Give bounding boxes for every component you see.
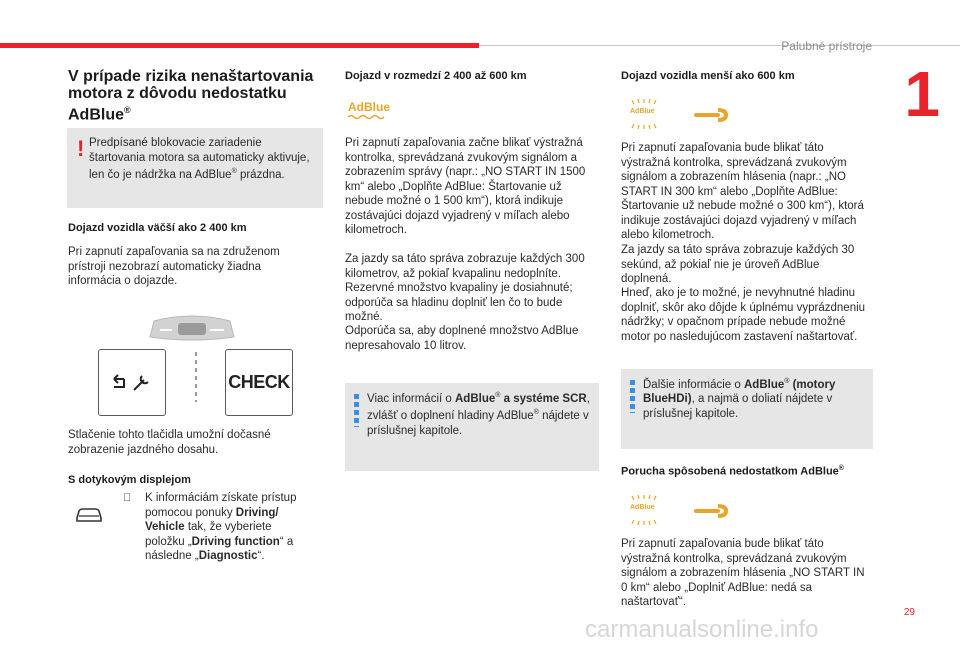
section-text-over-2400: Pri zapnutí zapaľovania sa na združenom prístroji nezobrazí automaticky žiadna informácia o dojazde. bbox=[68, 246, 280, 287]
fault-section-title: Porucha spôsobená nedostatkom AdBlue® bbox=[621, 465, 844, 478]
instrument-cluster-illustration bbox=[148, 313, 236, 345]
warning-text: Predpísané blokovacie zariadenie štartovania motora sa automaticky aktivuje, len čo je nádržka na AdBlue® prázdna. bbox=[89, 137, 310, 181]
fault-text: Pri zapnutí zapaľovania bude blikať táto výstražná kontrolka, sprevádzaná zvukovým signálom a zobrazením hlásenia „NO START IN 0 km“ alebo „Doplniť AdBlue: nedá sa naštartovať“. bbox=[621, 538, 865, 608]
col2-paragraph-3: Odporúča sa, aby doplnené množstvo AdBlue nepresahovalo 10 litrov. bbox=[345, 325, 579, 352]
col2-paragraph-2: Za jazdy sa táto správa zobrazuje každých 300 kilometrov, až pokiaľ kvapalinu nedoplníte. Rezervné množstvo kvapaliny je dosiahnuté; odporúča sa hladinu doplniť len čo to bude možné. bbox=[345, 253, 585, 323]
trip-computer-button[interactable] bbox=[98, 349, 166, 416]
touchscreen-text: K informáciám získate prístup pomocou ponuky Driving/ Vehicle tak, že vyberiete položku „Driving function“ a následne „Diagnostic“. bbox=[145, 492, 297, 562]
section-title-2400-600: Dojazd v rozmedzí 2 400 až 600 km bbox=[345, 70, 527, 82]
chapter-number: 1 bbox=[904, 58, 940, 130]
col3-paragraph-3: Hneď, ako je to možné, je nevyhnutné hladinu doplniť, skôr ako dôjde k úplnému vyprázdneniu nádržky; v opačnom prípade nebude možné motor po nasledujúcom zastavení naštartovať. bbox=[621, 287, 866, 343]
info-text-bluehdi: Ďalšie informácie o AdBlue® (motory BlueHDi), a najmä o doliatí nájdete v príslušnej kapitole. bbox=[643, 378, 836, 420]
fault-wrench-icon bbox=[694, 504, 728, 518]
info-box-bluehdi bbox=[621, 369, 873, 449]
watermark: carmanualsonline.info bbox=[585, 616, 819, 643]
col3-paragraph-2: Za jazdy sa táto správa zobrazuje každých 30 sekúnd, až pokiaľ nie je úroveň AdBlue doplnená. bbox=[621, 244, 855, 285]
info-text-adblue-scr: Viac informácií o AdBlue® a systéme SCR, zvlášť o doplnení hladiny AdBlue® nájdete v príslušnej kapitole. bbox=[367, 392, 590, 437]
adblue-flashing-icon-group bbox=[622, 98, 732, 132]
adblue-warning-icon bbox=[348, 100, 392, 126]
button-press-text: Stlačenie tohto tlačidla umožní dočasné zobrazenie jazdného dosahu. bbox=[68, 429, 271, 456]
adblue-icon-label: AdBlue bbox=[348, 100, 390, 114]
col3-paragraph-1: Pri zapnutí zapaľovania bude blikať táto výstražná kontrolka, sprevádzaná zvukovým signálom a zobrazením hlásenia (napr.: „NO START IN 300 km“ alebo „Doplňte AdBlue: Štartovanie už nebude možné o 300 km“), ktorá indikuje zostávajúci dojazd vyjadrený v míľach alebo kilometroch. bbox=[621, 142, 864, 241]
adblue-flashing-icon-label: AdBlue bbox=[630, 108, 655, 115]
page-number: 29 bbox=[903, 607, 915, 618]
page-title: V prípade rizika nenaštartovania motora z dôvodu nedostatku AdBlue® bbox=[68, 68, 314, 124]
info-box-adblue-scr bbox=[345, 383, 599, 471]
touchscreen-title: S dotykovým displejom bbox=[68, 474, 191, 486]
adblue-fault-icon-group bbox=[622, 494, 732, 528]
info-icon bbox=[630, 380, 635, 413]
col2-paragraph-1: Pri zapnutí zapaľovania začne blikať výstražná kontrolka, sprevádzaná zvukovým signálom a zobrazením správy (napr.: „NO START IN 1500 km“ alebo „Doplňte AdBlue: Štartovanie už nebude možné o 1 500 km“), ktorá indikuje zostávajúci dojazd vyjadrený v míľach alebo kilometroch. bbox=[345, 137, 586, 236]
list-bullet bbox=[123, 492, 131, 504]
cluster-connector-line bbox=[195, 352, 197, 402]
check-button-label: CHECK bbox=[228, 372, 290, 392]
header-accent-bar bbox=[0, 43, 479, 48]
section-title-over-2400: Dojazd vozidla väčší ako 2 400 km bbox=[68, 222, 247, 234]
vehicle-menu-icon bbox=[74, 506, 104, 529]
range-wrench-icon bbox=[110, 372, 154, 394]
service-wrench-icon bbox=[694, 108, 728, 122]
warning-icon: ! bbox=[77, 136, 85, 161]
running-title: Palubné prístroje bbox=[781, 39, 872, 53]
info-icon bbox=[354, 394, 359, 427]
warning-box bbox=[67, 128, 323, 208]
header-rule bbox=[479, 45, 960, 46]
section-title-under-600: Dojazd vozidla menší ako 600 km bbox=[621, 70, 795, 82]
adblue-fault-icon-label: AdBlue bbox=[630, 504, 655, 511]
check-button[interactable] bbox=[225, 349, 293, 416]
